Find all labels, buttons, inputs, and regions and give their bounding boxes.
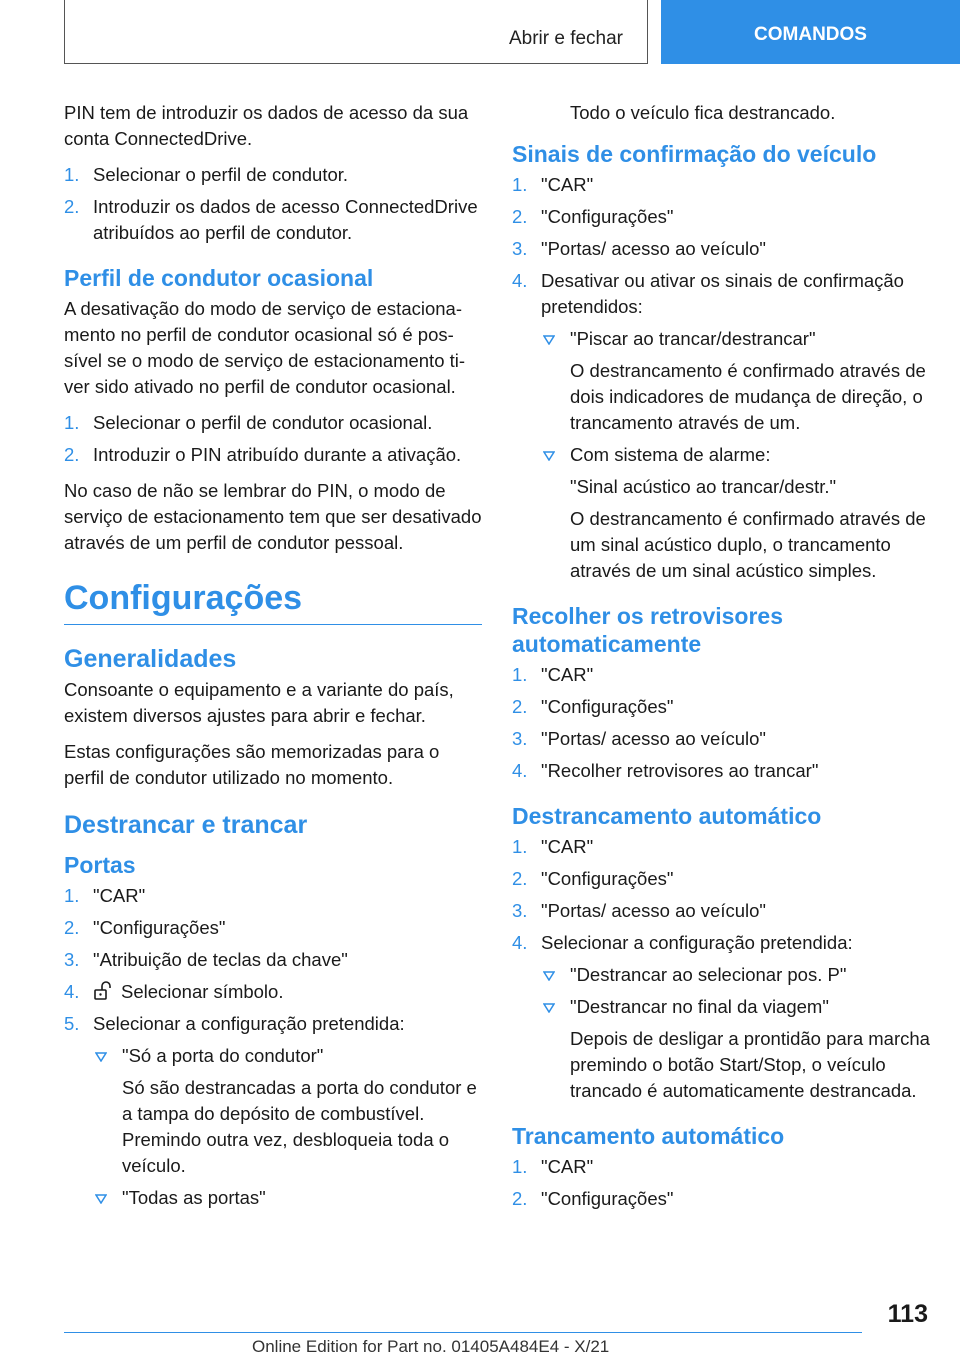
step-number: 4. [512, 270, 528, 291]
unlock-icon [93, 981, 115, 1001]
step-number: 4. [512, 932, 528, 953]
list-item: 4. Selecionar símbolo. [64, 979, 482, 1005]
mirrors-heading: Recolher os retrovisores automaticamente [512, 603, 784, 657]
step-number: 3. [64, 949, 80, 970]
step-number: 5. [64, 1013, 80, 1034]
list-item: 1. "CAR" [512, 834, 932, 860]
triangle-bullet-icon [95, 1194, 107, 1204]
list-item: 1. "CAR" [512, 1154, 932, 1180]
option-item [93, 1043, 482, 1179]
triangle-bullet-icon [543, 1003, 555, 1013]
list-item: 2. "Configurações" [512, 204, 932, 230]
page-number: 113 [887, 1300, 928, 1328]
step-number: 2. [512, 206, 528, 227]
chapter-tab[interactable] [661, 0, 960, 64]
settings-heading: Configurações [64, 576, 482, 625]
intro-text: PIN tem de introduzir os dados de acesso da sua conta ConnectedDrive. [64, 102, 469, 149]
step-number: 1. [512, 836, 528, 857]
doors-steps [64, 883, 482, 1211]
list-item: 2. Introduzir os dados de acesso ConnectedDrive atribuídos ao perfil de condutor. [64, 196, 478, 243]
list-item: 2. "Configurações" [512, 866, 932, 892]
list-item: 1. "CAR" [512, 172, 932, 198]
option-description: O destrancamento é confirmado através de um sinal acústico duplo, o trancamento através de um sinal acústico simples. [570, 508, 926, 581]
triangle-bullet-icon [543, 971, 555, 981]
mirrors-steps [512, 662, 932, 784]
auto-unlock-options [541, 962, 932, 1104]
list-item: 1. "CAR" [512, 662, 932, 688]
option-item [93, 1185, 482, 1211]
confirm-steps [512, 172, 932, 584]
option-description: "Sinal acústico ao trancar/destr." [570, 476, 837, 497]
list-item: 5. Selecionar a configuração pretendida: "Só a porta do condutor" Só são destrancadas a porta do condutor e a tampa do depósito de combustível. Premindo outra vez, desbloqueia toda o veículo. "Todas as portas" [64, 1011, 482, 1211]
list-item: 4. Selecionar a configuração pretendida: "Destrancar ao selecionar pos. P" "Destrancar no final da viagem" Depois de desligar a prontidão para marcha premindo o botão Start/Stop, o veículo trancado é automaticamente destrancada. [512, 930, 932, 1104]
step-number: 3. [512, 238, 528, 259]
step-number: 1. [512, 174, 528, 195]
auto-unlock-steps [512, 834, 932, 1104]
step-number: 1. [512, 1156, 528, 1177]
option-item [541, 326, 932, 436]
auto-lock-heading: Trancamento automático [512, 1123, 785, 1149]
step-number: 2. [64, 917, 80, 938]
chapter-tab-label: COMANDOS [754, 24, 867, 45]
step-number: 2. [512, 868, 528, 889]
option-item [541, 994, 932, 1104]
option-description: O destrancamento é confirmado através de dois indicadores de mudança de direção, o trancamento através de um. [570, 360, 926, 433]
left-column [64, 100, 482, 1221]
step-number: 4. [64, 981, 80, 1002]
list-item: 3. "Portas/ acesso ao veículo" [512, 236, 932, 262]
list-item: 3. "Atribuição de teclas da chave" [64, 947, 482, 973]
confirm-options [541, 326, 932, 584]
guest-profile-heading: Perfil de condutor ocasional [64, 265, 374, 291]
guest-profile-text: A desativação do modo de serviço de estacionamento no perfil de condutor ocasional só é possível se o modo de serviço de estacionamento tiver sido ativado no perfil de condutor ocasional. [64, 298, 466, 397]
option-description: Depois de desligar a prontidão para marcha premindo o botão Start/Stop, o veículo trancado é automaticamente destrancada. [570, 1028, 930, 1101]
option-label: "Destrancar no final da viagem" [570, 996, 829, 1017]
step-number: 2. [512, 1188, 528, 1209]
list-item: 1. "CAR" [64, 883, 482, 909]
general-heading: Generalidades [64, 645, 237, 673]
unlock-lock-heading: Destrancar e trancar [64, 811, 308, 839]
right-column [512, 100, 932, 1222]
general-text-1: Consoante o equipamento e a variante do país, existem diversos ajustes para abrir e fechar. [64, 679, 454, 726]
list-item: 1. Selecionar o perfil de condutor ocasional. [64, 410, 482, 436]
triangle-bullet-icon [543, 335, 555, 345]
step-number: 1. [64, 885, 80, 906]
list-item: 2. "Configurações" [64, 915, 482, 941]
step-number: 3. [512, 900, 528, 921]
footer-edition: Online Edition for Part no. 01405A484E4 - X/21 [252, 1337, 610, 1356]
triangle-bullet-icon [95, 1052, 107, 1062]
list-item: 3. "Portas/ acesso ao veículo" [512, 898, 932, 924]
auto-unlock-heading: Destrancamento automático [512, 803, 822, 829]
option-description: Todo o veículo fica destrancado. [570, 102, 836, 123]
step-number: 1. [512, 664, 528, 685]
header-box [64, 0, 648, 64]
step-number: 1. [64, 412, 80, 433]
list-item: 4. Desativar ou ativar os sinais de confirmação pretendidos: "Piscar ao trancar/destrancar" O destrancamento é confirmado através de dois indicadores de mudança de direção, o trancamento através de um. Com sistema de alarme: "Sinal acústico ao trancar/destr." O destrancamento é confirmado através de um sinal acústico duplo, o trancamento através de um sinal acústico simples. [512, 268, 932, 584]
step-number: 4. [512, 760, 528, 781]
list-item: 3. "Portas/ acesso ao veículo" [512, 726, 932, 752]
option-label: "Todas as portas" [122, 1187, 266, 1208]
guest-steps [64, 410, 482, 468]
option-label: "Destrancar ao selecionar pos. P" [570, 964, 847, 985]
section-title: Abrir e fechar [508, 28, 623, 49]
list-item: 4. "Recolher retrovisores ao trancar" [512, 758, 932, 784]
option-item [541, 962, 932, 988]
option-label: Com sistema de alarme: [570, 444, 771, 465]
auto-lock-steps [512, 1154, 932, 1212]
step-number: 2. [64, 444, 80, 465]
general-text-2: Estas configurações são memorizadas para o perfil de condutor utilizado no momento. [64, 741, 440, 788]
footer-divider [64, 1332, 862, 1333]
step-number: 3. [512, 728, 528, 749]
list-item: 2. "Configurações" [512, 1186, 932, 1212]
option-item [541, 442, 932, 584]
step-number: 2. [64, 196, 80, 217]
intro-steps [64, 162, 482, 246]
doors-options [93, 1043, 482, 1211]
option-label: "Piscar ao trancar/destrancar" [570, 328, 816, 349]
step-number: 2. [512, 696, 528, 717]
option-description: Só são destrancadas a porta do condutor e a tampa do depósito de combustível. Premindo outra vez, desbloqueia toda o veículo. [122, 1077, 477, 1176]
list-item: 1. Selecionar o perfil de condutor. [64, 162, 482, 188]
guest-note: No caso de não se lembrar do PIN, o modo de serviço de estacionamento tem que ser desativado através de um perfil de condutor pessoal. [64, 480, 482, 553]
triangle-bullet-icon [543, 451, 555, 461]
confirm-signals-heading: Sinais de confirmação do veículo [512, 141, 877, 167]
list-item: 2. Introduzir o PIN atribuído durante a ativação. [64, 442, 482, 468]
option-label: "Só a porta do condutor" [122, 1045, 324, 1066]
list-item: 2. "Configurações" [512, 694, 932, 720]
doors-heading: Portas [64, 852, 136, 878]
step-number: 1. [64, 164, 80, 185]
